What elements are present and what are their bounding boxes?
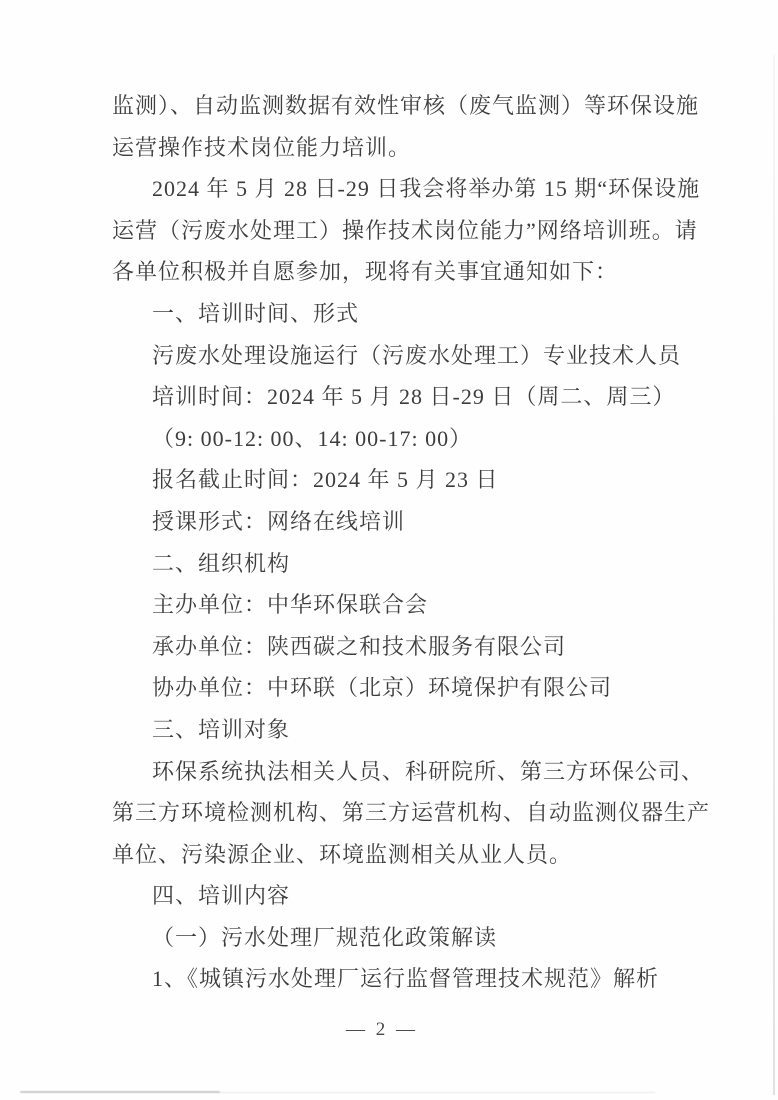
doc-line: 1、《城镇污水处理厂运行监督管理技术规范》解析: [152, 966, 660, 992]
doc-line: 主办单位：中华环保联合会: [152, 592, 429, 618]
doc-line: 各单位积极并自愿参加，现将有关事宜通知如下：: [112, 259, 619, 285]
scan-smudge-artifact: [20, 1091, 220, 1093]
doc-line: 环保系统执法相关人员、科研院所、第三方环保公司、: [152, 758, 705, 784]
section-heading: 二、组织机构: [152, 550, 291, 576]
doc-line: 运营操作技术岗位能力培训。: [112, 134, 412, 160]
doc-line: 报名截止时间：2024 年 5 月 23 日: [152, 467, 499, 493]
scan-edge-artifact: [773, 55, 775, 1095]
doc-line: 承办单位：陕西碳之和技术服务有限公司: [152, 633, 567, 659]
page-number: — 2 —: [346, 1019, 418, 1040]
document-body: [112, 85, 718, 1000]
section-heading: 三、培训对象: [152, 716, 291, 742]
doc-line: 2024 年 5 月 28 日-29 日我会将举办第 15 期“环保设施: [152, 176, 701, 202]
doc-line: （9: 00-12: 00、14: 00-17: 00）: [152, 425, 473, 451]
doc-line: 第三方环境检测机构、第三方运营机构、自动监测仪器生产: [112, 800, 711, 826]
doc-line: （一）污水处理厂规范化政策解读: [152, 924, 498, 950]
doc-line: 协办单位：中环联（北京）环境保护有限公司: [152, 675, 613, 701]
section-heading: 一、培训时间、形式: [152, 300, 360, 326]
doc-line: 污废水处理设施运行（污废水处理工）专业技术人员: [152, 342, 682, 368]
doc-line: 培训时间：2024 年 5 月 28 日-29 日（周二、周三）: [152, 384, 676, 410]
doc-line: 单位、污染源企业、环境监测相关从业人员。: [112, 841, 573, 867]
section-heading: 四、培训内容: [152, 883, 291, 909]
doc-line: 运营（污废水处理工）操作技术岗位能力”网络培训班。请: [112, 217, 698, 243]
doc-line: 授课形式：网络在线培训: [152, 508, 406, 534]
scan-smudge-artifact: [215, 1092, 655, 1093]
doc-line: 监测）、自动监测数据有效性审核（废气监测）等环保设施: [112, 93, 700, 118]
